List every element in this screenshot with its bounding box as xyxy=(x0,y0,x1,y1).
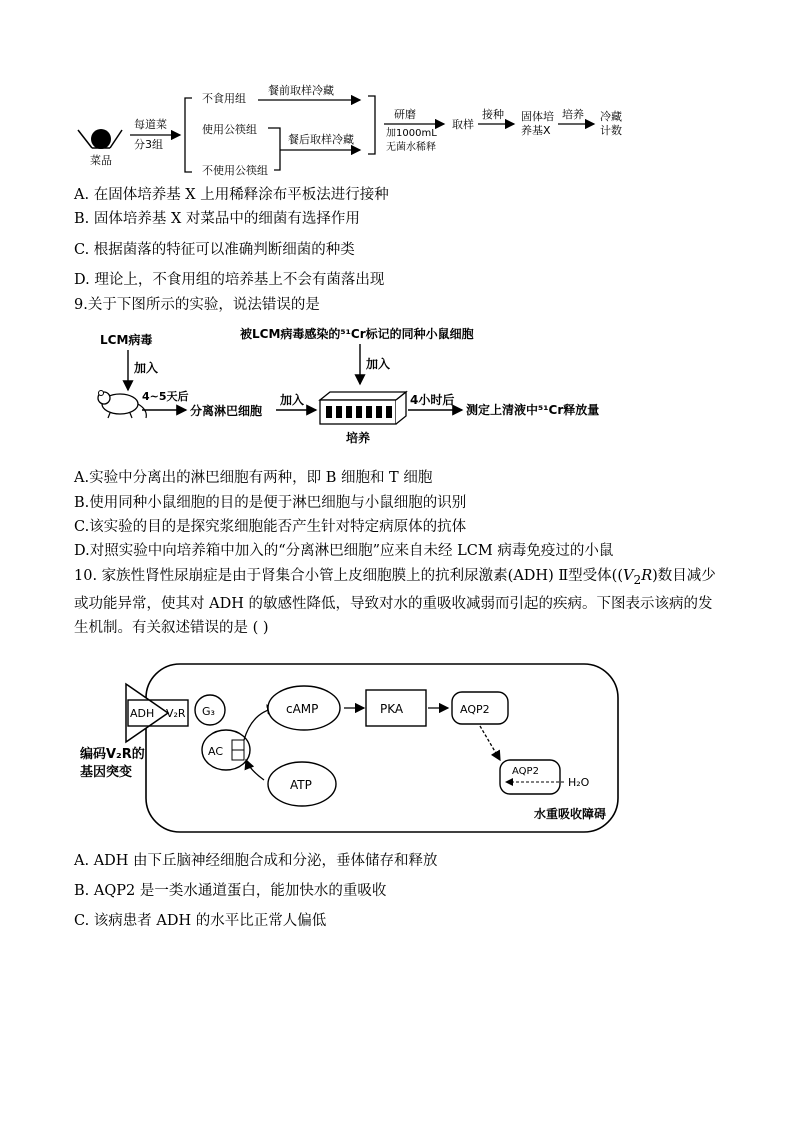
q8-option-c: C. 根据菌落的特征可以准确判断细菌的种类 xyxy=(74,242,355,258)
inoculate-label: 接种 xyxy=(482,108,504,121)
q10-stem-part1: 10. 家族性肾性尿崩症是由于肾集合小管上皮细胞膜上的抗利尿激素(ADH) Ⅱ型受体(( xyxy=(74,568,624,584)
q8-option-b: B. 固体培养基 X 对菜品中的细菌有选择作用 xyxy=(74,211,360,227)
q8-option-d: D. 理论上，不食用组的培养基上不会有菌落出现 xyxy=(74,272,385,288)
group-public-chopsticks: 使用公筷组 xyxy=(202,123,257,136)
q10-formula-r: R xyxy=(641,568,653,584)
camp-label: cAMP xyxy=(286,702,319,716)
sample-label: 取样 xyxy=(452,118,474,131)
culture-box-icon xyxy=(320,392,406,424)
separate-lymphocytes-label: 分离淋巴细胞 xyxy=(190,404,263,418)
store-label-1: 冷藏 xyxy=(600,110,622,123)
lcm-virus-label: LCM病毒 xyxy=(100,333,153,347)
grind-label: 研磨 xyxy=(394,108,416,121)
hours-label: 4小时后 xyxy=(410,393,455,407)
mouse-icon xyxy=(98,391,146,419)
culture-label: 培养 xyxy=(562,108,584,121)
dilute-label-2: 无菌水稀释 xyxy=(386,142,436,153)
add-label-1: 加入 xyxy=(134,361,159,375)
aqp2-top-label: AQP2 xyxy=(460,703,490,716)
group-no-public-chopsticks: 不使用公筷组 xyxy=(202,164,268,177)
medium-label-1: 固体培 xyxy=(521,110,554,123)
culture-label: 培养 xyxy=(346,431,371,445)
before-meal-label: 餐前取样冷藏 xyxy=(268,84,334,97)
q9-option-d: D.对照实验中向培养箱中加入的“分离淋巴细胞”应来自未经 LCM 病毒免疫过的小鼠 xyxy=(74,543,614,559)
q10-stem-part2: )数目减少或功能异常，使其对 ADH 的敏感性降低，导致对水的重吸收减弱而引起的疾病。下图表示该病的发生机制。有关叙述错误的是 ( ) xyxy=(74,568,716,636)
adh-mechanism-diagram xyxy=(0,650,793,840)
add-label-2: 加入 xyxy=(366,357,391,371)
q8-option-a: A. 在固体培养基 X 上用稀释涂布平板法进行接种 xyxy=(74,187,389,203)
q10-option-b: B. AQP2 是一类水通道蛋白，能加快水的重吸收 xyxy=(74,883,387,899)
q9-option-a: A.实验中分离出的淋巴细胞有两种，即 B 细胞和 T 细胞 xyxy=(74,470,433,486)
store-label-2: 计数 xyxy=(600,124,622,137)
q9-stem: 9.关于下图所示的实验，说法错误的是 xyxy=(74,297,320,313)
food-bowl-icon xyxy=(78,129,122,149)
medium-label-2: 养基X xyxy=(521,124,551,137)
add-label-3: 加入 xyxy=(280,393,305,407)
obstacle-label: 水重吸收障碍 xyxy=(534,807,607,821)
v2r-label: V₂R xyxy=(166,707,186,720)
food-sampling-diagram xyxy=(0,0,793,180)
dilute-label-1: 加1000mL xyxy=(386,128,437,139)
q10-stem xyxy=(74,564,724,640)
days-label: 4~5天后 xyxy=(142,390,189,403)
q10-option-a: A. ADH 由下丘脑神经细胞合成和分泌，垂体储存和释放 xyxy=(74,853,438,869)
split-label-bottom: 分3组 xyxy=(134,138,163,151)
pka-label: PKA xyxy=(380,702,404,716)
h2o-label: H₂O xyxy=(568,776,590,789)
after-meal-label: 餐后取样冷藏 xyxy=(288,133,354,146)
infected-cells-label: 被LCM病毒感染的⁵¹Cr标记的同种小鼠细胞 xyxy=(240,327,474,341)
adh-label: ADH xyxy=(130,707,155,720)
ac-label: AC xyxy=(208,745,224,758)
measure-label: 测定上清液中⁵¹Cr释放量 xyxy=(466,403,600,417)
q9-option-c: C.该实验的目的是探究浆细胞能否产生针对特定病原体的抗体 xyxy=(74,519,467,535)
q10-option-c: C. 该病患者 ADH 的水平比正常人偏低 xyxy=(74,913,327,929)
atp-label: ATP xyxy=(290,778,312,792)
q9-option-b: B.使用同种小鼠细胞的目的是便于淋巴细胞与小鼠细胞的识别 xyxy=(74,495,467,511)
mutation-label-1: 编码V₂R的 xyxy=(80,747,145,762)
mutation-label-2: 基因突变 xyxy=(80,765,133,780)
split-label-top: 每道菜 xyxy=(134,118,167,131)
q10-formula-v: V xyxy=(623,568,634,584)
q10-formula-sub: 2 xyxy=(633,572,642,587)
g3-label: G₃ xyxy=(202,705,215,718)
aqp2-bottom-label: AQP2 xyxy=(512,766,539,777)
group-no-eat: 不食用组 xyxy=(202,92,246,105)
lcm-experiment-diagram xyxy=(0,318,793,458)
food-label: 菜品 xyxy=(90,154,112,167)
